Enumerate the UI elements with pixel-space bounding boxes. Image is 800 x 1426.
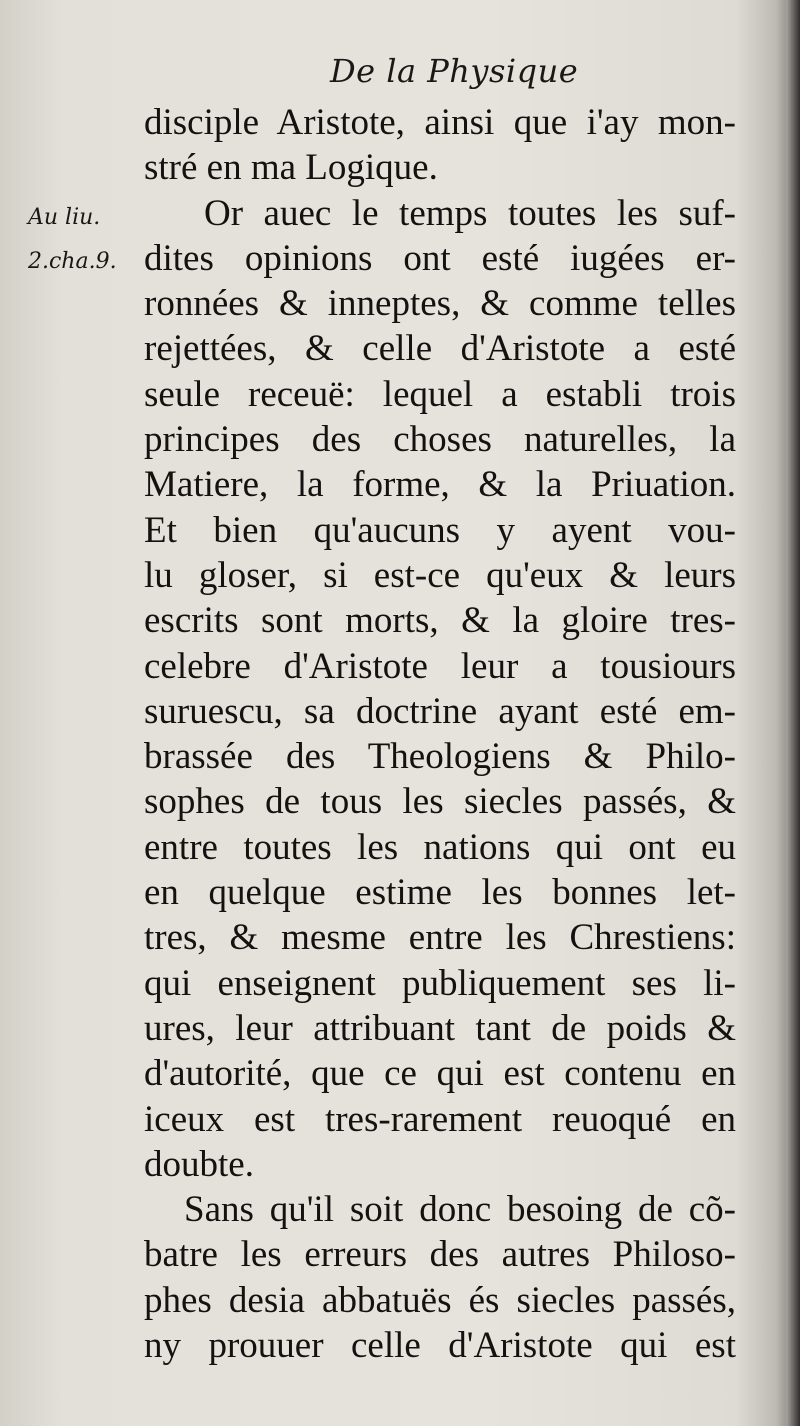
text-line: lu gloser, si est-ce qu'eux & leurs: [144, 554, 736, 596]
margin-note-line: 2.cha.9.: [28, 249, 117, 274]
text-line: ronnées & inneptes, & comme telles: [144, 283, 736, 325]
page-edge-shadow: [786, 0, 800, 1426]
text-line: brassée des Theologiens & Philo-: [144, 736, 736, 778]
margin-note: [28, 196, 117, 284]
text-line: en quelque estime les bonnes let-: [144, 872, 736, 914]
text-line: Sans qu'il soit donc besoing de cõ-: [184, 1189, 736, 1231]
text-line: ny prouuer celle d'Aristote qui est: [144, 1325, 736, 1367]
text-line: celebre d'Aristote leur a tousiours: [144, 645, 736, 687]
text-line: tres, & mesme entre les Chrestiens:: [144, 917, 736, 959]
text-line: batre les erreurs des autres Philoso-: [144, 1234, 736, 1276]
text-line: iceux est tres-rarement reuoqué en: [144, 1098, 736, 1140]
text-line: ures, leur attribuant tant de poids &: [144, 1007, 736, 1049]
text-line: seule receuë: lequel a establi trois: [144, 373, 736, 415]
text-line: principes des choses naturelles, la: [144, 419, 736, 461]
text-line: doubte.: [144, 1143, 254, 1185]
text-line: rejettées, & celle d'Aristote a esté: [144, 328, 736, 370]
text-line: Et bien qu'aucuns y ayent vou-: [144, 509, 736, 551]
margin-note-line: Au liu.: [28, 205, 101, 230]
text-line: Matiere, la forme, & la Priuation.: [144, 464, 736, 506]
text-line: escrits sont morts, & la gloire tres-: [144, 600, 736, 642]
text-line: d'autorité, que ce qui est contenu en: [144, 1053, 736, 1095]
text-line: sophes de tous les siecles passés, &: [144, 781, 736, 823]
text-line: phes desia abbatuës és siecles passés,: [144, 1279, 736, 1321]
text-line: Or auec le temps toutes les suf-: [204, 192, 736, 234]
text-line: stré en ma Logique.: [144, 147, 438, 189]
running-head: De la Physique: [330, 52, 579, 90]
text-line: entre toutes les nations qui ont eu: [144, 826, 736, 868]
text-line: disciple Aristote, ainsi que i'ay mon-: [144, 102, 736, 143]
text-line: qui enseignent publiquement ses li-: [144, 962, 736, 1004]
body-text: [144, 100, 736, 1368]
text-line: dites opinions ont esté iugées er-: [144, 237, 736, 279]
text-line: suruescu, sa doctrine ayant esté em-: [144, 690, 736, 732]
